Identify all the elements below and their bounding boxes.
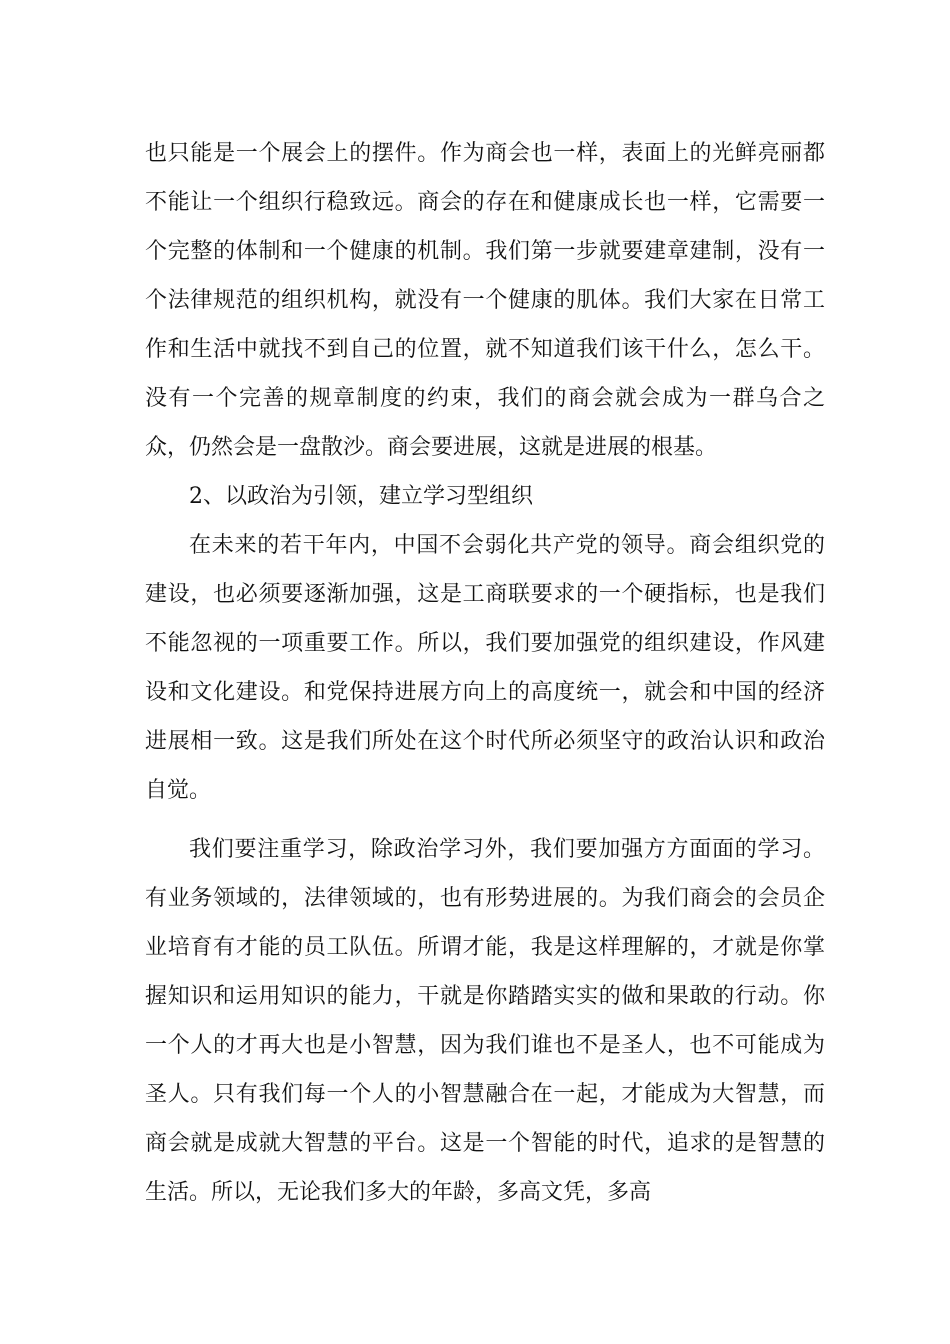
document-body: [145, 129, 825, 1217]
paragraph-party-building: 在未来的若干年内，中国不会弱化共产党的领导。商会组织党的建设，也必须要逐渐加强，这是工商联要求的一个硬指标，也是我们不能忽视的一项重要工作。所以，我们要加强党的组织建设，作风建设和文化建设。和党保持进展方向上的高度统一，就会和中国的经济进展相一致。这是我们所处在这个时代所必须坚守的政治认识和政治自觉。: [145, 533, 825, 803]
paragraph-continuation: 也只能是一个展会上的摆件。作为商会也一样，表面上的光鲜亮丽都不能让一个组织行稳致远。商会的存在和健康成长也一样，它需要一个完整的体制和一个健康的机制。我们第一步就要建章建制，没有一个法律规范的组织机构，就没有一个健康的肌体。我们大家在日常工作和生活中就找不到自己的位置，就不知道我们该干什么，怎么干。没有一个完善的规章制度的约束，我们的商会就会成为一群乌合之众，仍然会是一盘散沙。商会要进展，这就是进展的根基。: [145, 141, 825, 460]
paragraph-learning: 我们要注重学习，除政治学习外，我们要加强方方面面的学习。有业务领域的，法律领域的，也有形势进展的。为我们商会的会员企业培育有才能的员工队伍。所谓才能，我是这样理解的，才就是你掌握知识和运用知识的能力，干就是你踏踏实实的做和果敢的行动。你一个人的才再大也是小智慧，因为我们谁也不是圣人，也不可能成为圣人。只有我们每一个人的小智慧融合在一起，才能成为大智慧，而商会就是成就大智慧的平台。这是一个智能的时代，追求的是智慧的生活。所以，无论我们多大的年龄，多高文凭，多高: [145, 837, 825, 1205]
section-heading: 2、以政治为引领，建立学习型组织: [189, 484, 533, 509]
